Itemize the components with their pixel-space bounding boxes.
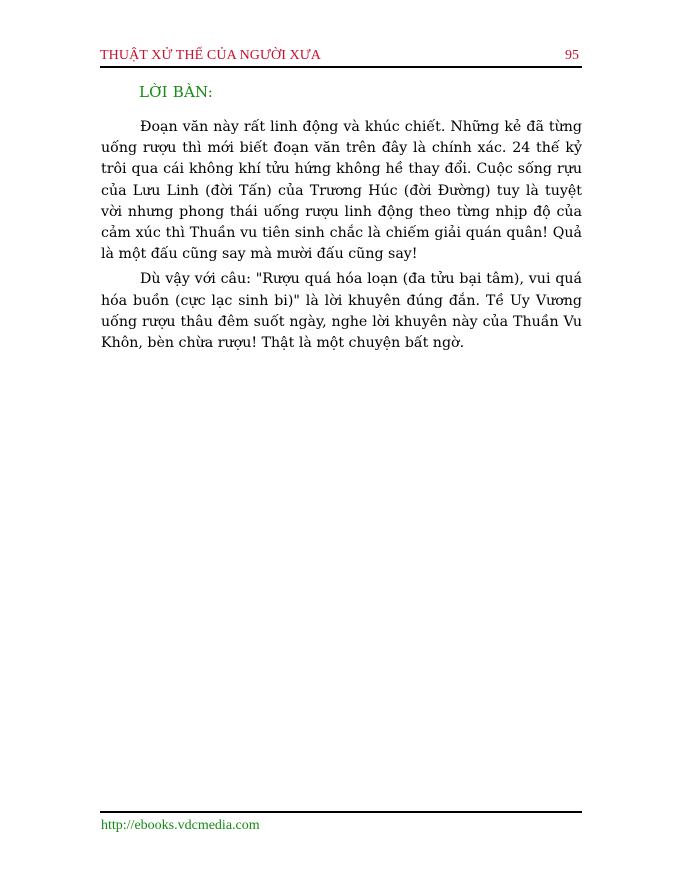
book-title: THUẬT XỬ THẾ CỦA NGƯỜI XƯA: [100, 48, 321, 63]
page-header: [100, 46, 582, 64]
paragraph: Đoạn văn này rất linh động và khúc chiết. Những kẻ đã từng uống rượu thì mới biết đoạn văn trên đây là chính xác. 24 thế kỷ trôi qua cái không khí tửu hứng không hề thay đổi. Cuộc sống rựu của Lưu Linh (đời Tấn) của Trương Húc (đời Đường) tuy là tuyệt vời nhưng phong thái uống rượu linh động theo từng nhịp độ của cảm xúc thì Thuần vu tiên sinh chắc là chiếm giải quán quân! Quả là một đấu cũng say mà mười đấu cũng say!: [101, 119, 582, 263]
footer-link[interactable]: http://ebooks.vdcmedia.com: [101, 818, 260, 833]
page-number: 95: [565, 48, 579, 63]
body-text: [101, 117, 582, 358]
footer-divider: [100, 811, 582, 813]
section-heading: LỜI BÀN:: [139, 83, 214, 101]
paragraph: Dù vậy với câu: "Rượu quá hóa loạn (đa tửu bại tâm), vui quá hóa buồn (cực lạc sinh bi)" là lời khuyên đúng đắn. Tề Uy Vương uống rượu thâu đêm suốt ngày, nghe lời khuyên này của Thuần Vu Khôn, bèn chừa rượu! Thật là một chuyện bất ngờ.: [101, 271, 582, 352]
header-divider: [100, 66, 582, 68]
